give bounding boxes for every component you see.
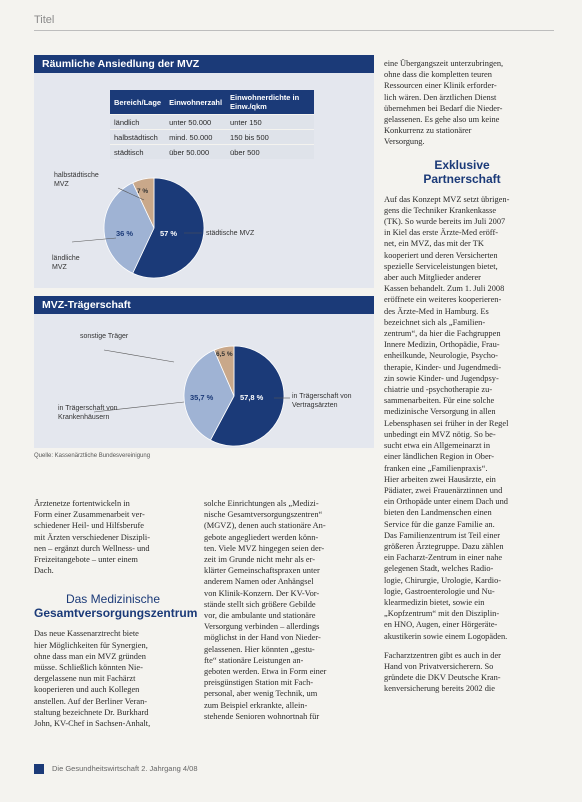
text-line: ohne dass man ein MVZ gründen bbox=[34, 651, 146, 661]
text-line: (MGVZ), denen auch stationäre An- bbox=[204, 521, 326, 531]
table-cell: 150 bis 500 bbox=[226, 130, 314, 145]
text-line: unbedingt ein MVZ nötig. So be- bbox=[384, 429, 496, 439]
text-line: aber auch Mitglieder anderer bbox=[384, 273, 481, 283]
right-column bbox=[384, 58, 540, 695]
text-line: zeit im Grunde nicht mehr als er- bbox=[204, 555, 315, 565]
text-line: Innere Medizin, Orthopädie, Frau- bbox=[384, 340, 500, 350]
table-row bbox=[110, 130, 314, 145]
leader-line bbox=[104, 350, 174, 362]
section-heading bbox=[34, 592, 198, 621]
text-line: Konkurrenz zu stationärer bbox=[384, 126, 472, 136]
table-cell: über 500 bbox=[226, 145, 314, 160]
pie1-pct-laendlich: 36 % bbox=[116, 229, 134, 238]
text-line: anderem Namen oder Anhängsel bbox=[204, 577, 314, 587]
pie1-label-halbstaedtisch: halbstädtische MVZ bbox=[54, 172, 99, 188]
table-header-row bbox=[110, 90, 314, 115]
text-line: stehende Senioren wohnortnah für bbox=[204, 711, 320, 721]
table-cell: ländlich bbox=[110, 115, 165, 130]
text-line: müsse. Schließlich könnten Nie- bbox=[34, 663, 143, 673]
text-line: gelegenen Stadt, welches Radio- bbox=[384, 564, 494, 574]
pie2-pct-vertragsaerzte: 57,8 % bbox=[240, 393, 264, 402]
pie2-label-sonstige: sonstige Träger bbox=[80, 333, 129, 340]
text-line: vor, die ambulante und stationäre bbox=[204, 611, 316, 621]
text-line: akustikerin sowie einem Logopäden. bbox=[384, 631, 508, 641]
text-line: franken eine „Familienpraxis“. bbox=[384, 463, 488, 473]
text-line: gens die Techniker Krankenkasse bbox=[384, 205, 497, 215]
text-line: net, ein MVZ, das mit der TK bbox=[384, 239, 484, 249]
text-line: mit Ärzten verschiedener Diszipli- bbox=[34, 532, 151, 542]
text-line: logie, Chirurgie, Urologie, Kardio- bbox=[384, 575, 502, 585]
text-line: zum Beispiel erkrankte, allein- bbox=[204, 700, 308, 710]
pie1-pct-halbstaedtisch: 7 % bbox=[137, 188, 149, 195]
table-row bbox=[110, 145, 314, 160]
table-cell: städtisch bbox=[110, 145, 165, 160]
text-line: Das neue Kassenarztrecht biete bbox=[34, 629, 139, 639]
text-line: logie, Gastroenterologie und Nu- bbox=[384, 586, 495, 596]
text-line: Hand von Privatversicherern. So bbox=[384, 661, 494, 671]
text-line: hier Möglichkeiten für Synergien, bbox=[34, 640, 148, 650]
text-line: preisgünstigen Station mit Fach- bbox=[204, 678, 314, 688]
text-line: sucht etwa ein Allgemeinarzt in bbox=[384, 441, 491, 451]
text-line: Ärztenetze fortentwickeln in bbox=[34, 499, 130, 508]
text-line: Form einer Zusammenarbeit ver- bbox=[34, 510, 145, 520]
heading-line: Gesamtversorgungszentrum bbox=[34, 606, 198, 621]
text-line: eröffnete ein weiteres kooperieren- bbox=[384, 295, 502, 305]
text-line: Das Familienzentrum ist Teil einer bbox=[384, 530, 501, 540]
text-line: klearmedizin bietet, sowie ein bbox=[384, 597, 485, 607]
text-line: ohne dass die kompletten teuren bbox=[384, 70, 492, 80]
text-line: Pädiater, zwei Frauenärztinnen und bbox=[384, 485, 503, 495]
pie1-label-laendlich: ländliche MVZ bbox=[52, 255, 80, 271]
text-line: einer ländlichen Region in Ober- bbox=[384, 452, 495, 462]
text-line: des Ärzte-Med in Hamburg. Es bbox=[384, 306, 489, 316]
table-cell: unter 150 bbox=[226, 115, 314, 130]
left-column bbox=[34, 498, 198, 729]
paragraph bbox=[384, 650, 540, 695]
text-line: chiatrie und -psychotherapie zu- bbox=[384, 385, 493, 395]
text-line: geboten werden. Etwa in Form einer bbox=[204, 667, 327, 677]
text-line: ein Facharzt-Zentrum in einer nahe bbox=[384, 553, 503, 563]
paragraph bbox=[34, 628, 192, 729]
pie2-label-vertragsaerzte: in Trägerschaft von Vertragsärzten bbox=[292, 393, 352, 409]
paragraph bbox=[384, 58, 540, 148]
table-cell: unter 50.000 bbox=[165, 115, 226, 130]
text-line: ten. Viele MVZ hingegen seien der- bbox=[204, 543, 325, 553]
text-line: möglichst in der Hand von Nieder- bbox=[204, 633, 321, 643]
text-line: enheilkunde, Neurologie, Psycho- bbox=[384, 351, 498, 361]
pie2-pct-sonstige: 6,5 % bbox=[216, 351, 233, 358]
text-line: bezeichnet sich als „Familien- bbox=[384, 317, 486, 327]
text-line: Kassen behandelt. Zum 1. Juli 2008 bbox=[384, 284, 505, 294]
text-line: personal, aber wenig Technik, um bbox=[204, 689, 318, 699]
text-line: zin sowie Kinder- und Jugendpsy- bbox=[384, 373, 499, 383]
text-line: Ressourcen einer Klinik erforder- bbox=[384, 81, 497, 91]
footer-marker bbox=[34, 764, 44, 774]
text-line: (TK). So wurde bereits im Juli 2007 bbox=[384, 217, 506, 227]
text-line: gelassenen. Es gehe also um keine bbox=[384, 115, 500, 125]
text-line: en HNO, Augen, einer Hörgeräte- bbox=[384, 620, 498, 630]
text-line: von Klinik-Konzern. Der KV-Vor- bbox=[204, 588, 320, 598]
text-line: kooperiert und deren Versicherten bbox=[384, 250, 498, 260]
text-line: lich wären. Den ärztlichen Dienst bbox=[384, 92, 497, 102]
paragraph bbox=[384, 194, 540, 642]
pie1-label-staedtisch: städtische MVZ bbox=[206, 230, 255, 237]
text-line: Dach. bbox=[34, 566, 54, 576]
text-line: schiedener Heil- und Hilfsberufe bbox=[34, 521, 144, 531]
text-line: stände stellt sich größere Gebilde bbox=[204, 599, 316, 609]
mvz-region-table bbox=[110, 90, 314, 159]
text-line: Versorgung. bbox=[384, 137, 425, 147]
text-line: nische Gesamtversorgungszentren“ bbox=[204, 510, 323, 520]
text-line: medizinische Versorgung in allen bbox=[384, 407, 496, 417]
text-line: dergelassene nun mit Fachärzt bbox=[34, 674, 136, 684]
text-line: Hier arbeiten zwei Hausärzte, ein bbox=[384, 474, 496, 484]
figure1-title: Räumliche Ansiedlung der MVZ bbox=[34, 55, 374, 73]
text-line: eine Übergangszeit unterzubringen, bbox=[384, 59, 504, 68]
text-line: Service für die ganze Familie an. bbox=[384, 519, 495, 529]
text-line: Auf das Konzept MVZ setzt übrigen- bbox=[384, 194, 510, 204]
figure-source: Quelle: Kassenärztliche Bundesvereinigung bbox=[34, 453, 151, 459]
text-line: fte“ stationäre Leistungen an- bbox=[204, 655, 304, 665]
table-row bbox=[110, 115, 314, 130]
text-line: Facharztzentren gibt es auch in der bbox=[384, 650, 501, 660]
paragraph bbox=[34, 498, 192, 576]
section-heading bbox=[384, 158, 540, 186]
text-line: gelassenen. Hier könnten „gestu- bbox=[204, 644, 315, 654]
text-line: therapie, Kinder- und Jugendmedi- bbox=[384, 362, 502, 372]
text-line: gebote angegliedert werden könn- bbox=[204, 532, 319, 542]
text-line: kenversicherung bereits 2002 die bbox=[384, 684, 495, 694]
table-cell: halbstädtisch bbox=[110, 130, 165, 145]
header-rule bbox=[34, 30, 554, 31]
text-line: John, KV-Chef in Sachsen-Anhalt, bbox=[34, 719, 151, 729]
table-header-cell: Einwohnerdichte in Einw./qkm bbox=[226, 90, 314, 115]
text-line: solche Einrichtungen als „Medizi- bbox=[204, 499, 319, 508]
table-header-cell: Einwohnerzahl bbox=[165, 90, 226, 115]
pie1-pct-staedtisch: 57 % bbox=[160, 229, 178, 238]
table-cell: über 50.000 bbox=[165, 145, 226, 160]
text-line: Versorgung verbinden – allerdings bbox=[204, 622, 320, 632]
text-line: klärter Gemeinschaftspraxen unter bbox=[204, 566, 320, 576]
middle-column bbox=[204, 498, 372, 722]
heading-line: Das Medizinische bbox=[65, 592, 161, 607]
text-line: kooperieren und auch Kollegen bbox=[34, 685, 140, 695]
text-line: nen – ergänzt durch Wellness- und bbox=[34, 543, 150, 553]
text-line: übernehmen bei Bedarf die Nieder- bbox=[384, 103, 503, 113]
text-line: gründete die DKV Deutsche Kran- bbox=[384, 673, 501, 683]
text-line: sammenarbeiten. Für eine solche bbox=[384, 396, 495, 406]
pie2-pct-krankenhaus: 35,7 % bbox=[190, 393, 214, 402]
text-line: ein Orthopäde unter einem Dach und bbox=[384, 497, 508, 507]
text-line: „Kopfzentrum“ mit den Disziplin- bbox=[384, 609, 500, 619]
paragraph bbox=[204, 498, 372, 722]
table-cell: mind. 50.000 bbox=[165, 130, 226, 145]
footer-text: Die Gesundheitswirtschaft 2. Jahrgang 4/08 bbox=[52, 764, 198, 773]
text-line: anstellen. Auf der Berliner Veran- bbox=[34, 696, 148, 706]
heading-line: Partnerschaft bbox=[423, 171, 501, 186]
heading-line: Exklusive bbox=[434, 157, 490, 172]
section-header: Titel bbox=[34, 14, 55, 26]
text-line: spezielle Serviceleistungen bietet, bbox=[384, 261, 498, 271]
text-line: größeren Ärztegruppe. Dazu zählen bbox=[384, 541, 504, 551]
pie2-label-krankenhaus: in Trägerschaft von Krankenhäusern bbox=[58, 405, 118, 421]
text-line: in Kiel das erste Ärzte-Med eröff- bbox=[384, 228, 499, 238]
figure2-title: MVZ-Trägerschaft bbox=[34, 296, 374, 314]
text-line: bieten den Landmenschen einen bbox=[384, 508, 492, 518]
text-line: Freizeitangebote – unter einem bbox=[34, 555, 138, 565]
table-header-cell: Bereich/Lage bbox=[110, 90, 165, 115]
text-line: Lebensphasen sei früher in der Regel bbox=[384, 418, 509, 428]
text-line: zentrum“, da hier die Fachgruppen bbox=[384, 329, 501, 339]
text-line: staltung bezeichnete Dr. Burkhard bbox=[34, 707, 149, 717]
